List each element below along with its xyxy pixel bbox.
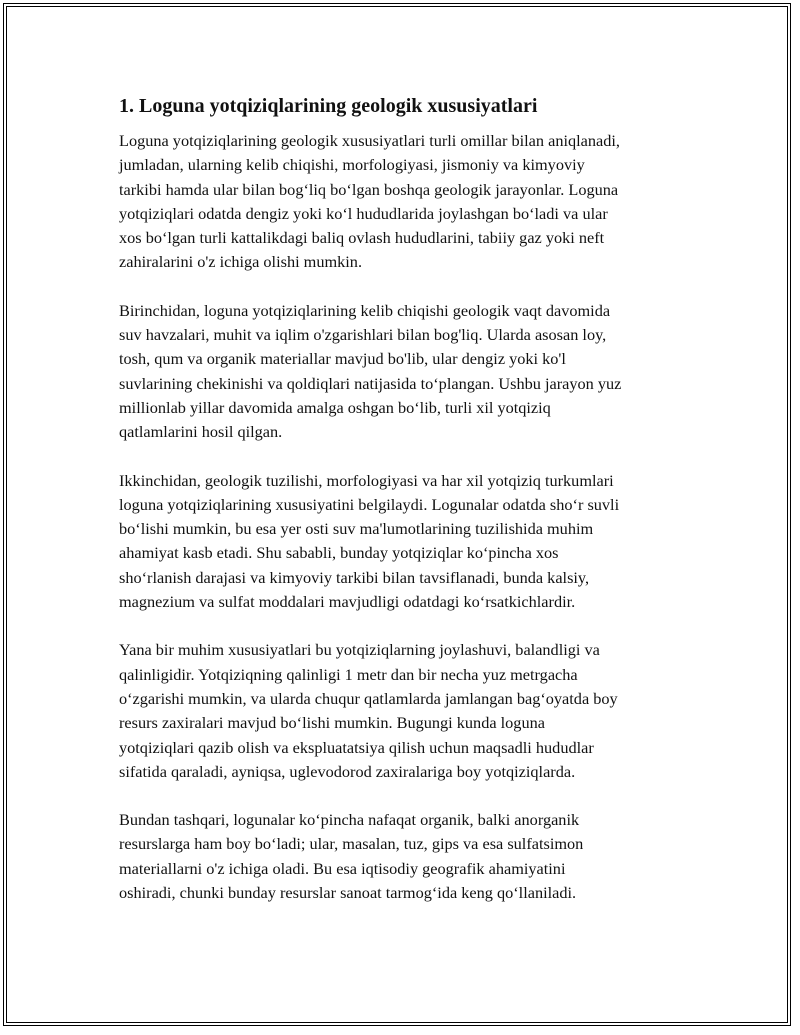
- paragraph-line: resurslarga ham boy bo‘ladi; ular, masalan, tuz, gips va esa sulfatsimon: [119, 834, 584, 854]
- paragraph-line: qatlamlarini hosil qilgan.: [119, 422, 283, 442]
- paragraph-line: yotqiziqlari odatda dengiz yoki ko‘l hududlarida joylashgan bo‘ladi va ular: [119, 203, 608, 223]
- paragraph-line: sho‘rlanish darajasi va kimyoviy tarkibi bilan tavsiflanadi, bunda kalsiy,: [119, 567, 590, 587]
- paragraph-5: [119, 808, 709, 905]
- paragraph-line: xos bo‘lgan turli kattalikdagi baliq ovlash hududlarini, tabiiy gaz yoki neft: [119, 228, 605, 248]
- paragraph-line: resurs zaxiralari mavjud bo‘lishi mumkin. Bugungi kunda loguna: [119, 713, 545, 733]
- paragraph-line: materiallarni o'z ichiga oladi. Bu esa iqtisodiy geografik ahamiyatini: [119, 858, 566, 878]
- paragraph-line: suv havzalari, muhit va iqlim o'zgarishlari bilan bog'liq. Ularda asosan loy,: [119, 325, 607, 345]
- paragraph-line: Loguna yotqiziqlarining geologik xususiyatlari turli omillar bilan aniqlanadi,: [119, 131, 620, 150]
- paragraph-line: loguna yotqiziqlarining xususiyatini belgilaydi. Logunalar odatda sho‘r suvli: [119, 494, 620, 514]
- paragraph-line: o‘zgarishi mumkin, va ularda chuqur qatlamlarda jamlangan bag‘oyatda boy: [119, 688, 618, 708]
- paragraph-line: yotqiziqlari qazib olish va ekspluatatsiya qilish uchun maqsadli hududlar: [119, 737, 594, 757]
- paragraph-line: zahiralarini o'z ichiga olishi mumkin.: [119, 252, 363, 272]
- paragraph-2: [119, 299, 709, 445]
- paragraph-line: tarkibi hamda ular bilan bog‘liq bo‘lgan boshqa geologik jarayonlar. Loguna: [119, 179, 619, 199]
- paragraph-line: jumladan, ularning kelib chiqishi, morfologiyasi, jismoniy va kimyoviy: [119, 155, 585, 175]
- paragraph-line: tosh, qum va organik materiallar mavjud bo'lib, ular dengiz yoki ko'l: [119, 349, 566, 369]
- paragraph-4: [119, 638, 709, 784]
- paragraph-line: Yana bir muhim xususiyatlari bu yotqiziqlarning joylashuvi, balandligi va: [119, 640, 600, 660]
- paragraph-line: magnezium va sulfat moddalari mavjudligi odatdagi ko‘rsatkichlardir.: [119, 592, 576, 612]
- paragraph-line: Birinchidan, loguna yotqiziqlarining kelib chiqishi geologik vaqt davomida: [119, 300, 611, 320]
- paragraph-1: [119, 129, 709, 275]
- paragraph-line: ahamiyat kasb etadi. Shu sababli, bunday yotqiziqlar ko‘pincha xos: [119, 543, 559, 563]
- paragraph-line: bo‘lishi mumkin, bu esa yer osti suv ma'lumotlarining tuzilishida muhim: [119, 519, 594, 539]
- paragraph-line: Ikkinchidan, geologik tuzilishi, morfologiyasi va har xil yotqiziq turkumlari: [119, 470, 614, 490]
- paragraph-line: qalinligidir. Yotqiziqning qalinligi 1 metr dan bir necha yuz metrgacha: [119, 664, 578, 684]
- document-body: [119, 92, 709, 929]
- paragraph-3: [119, 469, 709, 615]
- paragraph-line: suvlarining chekinishi va qoldiqlari natijasida to‘plangan. Ushbu jarayon yuz: [119, 373, 622, 393]
- paragraph-line: millionlab yillar davomida amalga oshgan bo‘lib, turli xil yotqiziq: [119, 397, 551, 417]
- paragraph-line: sifatida qaraladi, ayniqsa, uglevodorod zaxiralariga boy yotqiziqlarda.: [119, 761, 576, 781]
- paragraph-line: oshiradi, chunki bunday resurslar sanoat tarmog‘ida keng qo‘llaniladi.: [119, 883, 577, 903]
- paragraph-line: Bundan tashqari, logunalar ko‘pincha nafaqat organik, balki anorganik: [119, 810, 580, 830]
- section-title: 1. Loguna yotqiziqlarining geologik xususiyatlari: [119, 95, 538, 117]
